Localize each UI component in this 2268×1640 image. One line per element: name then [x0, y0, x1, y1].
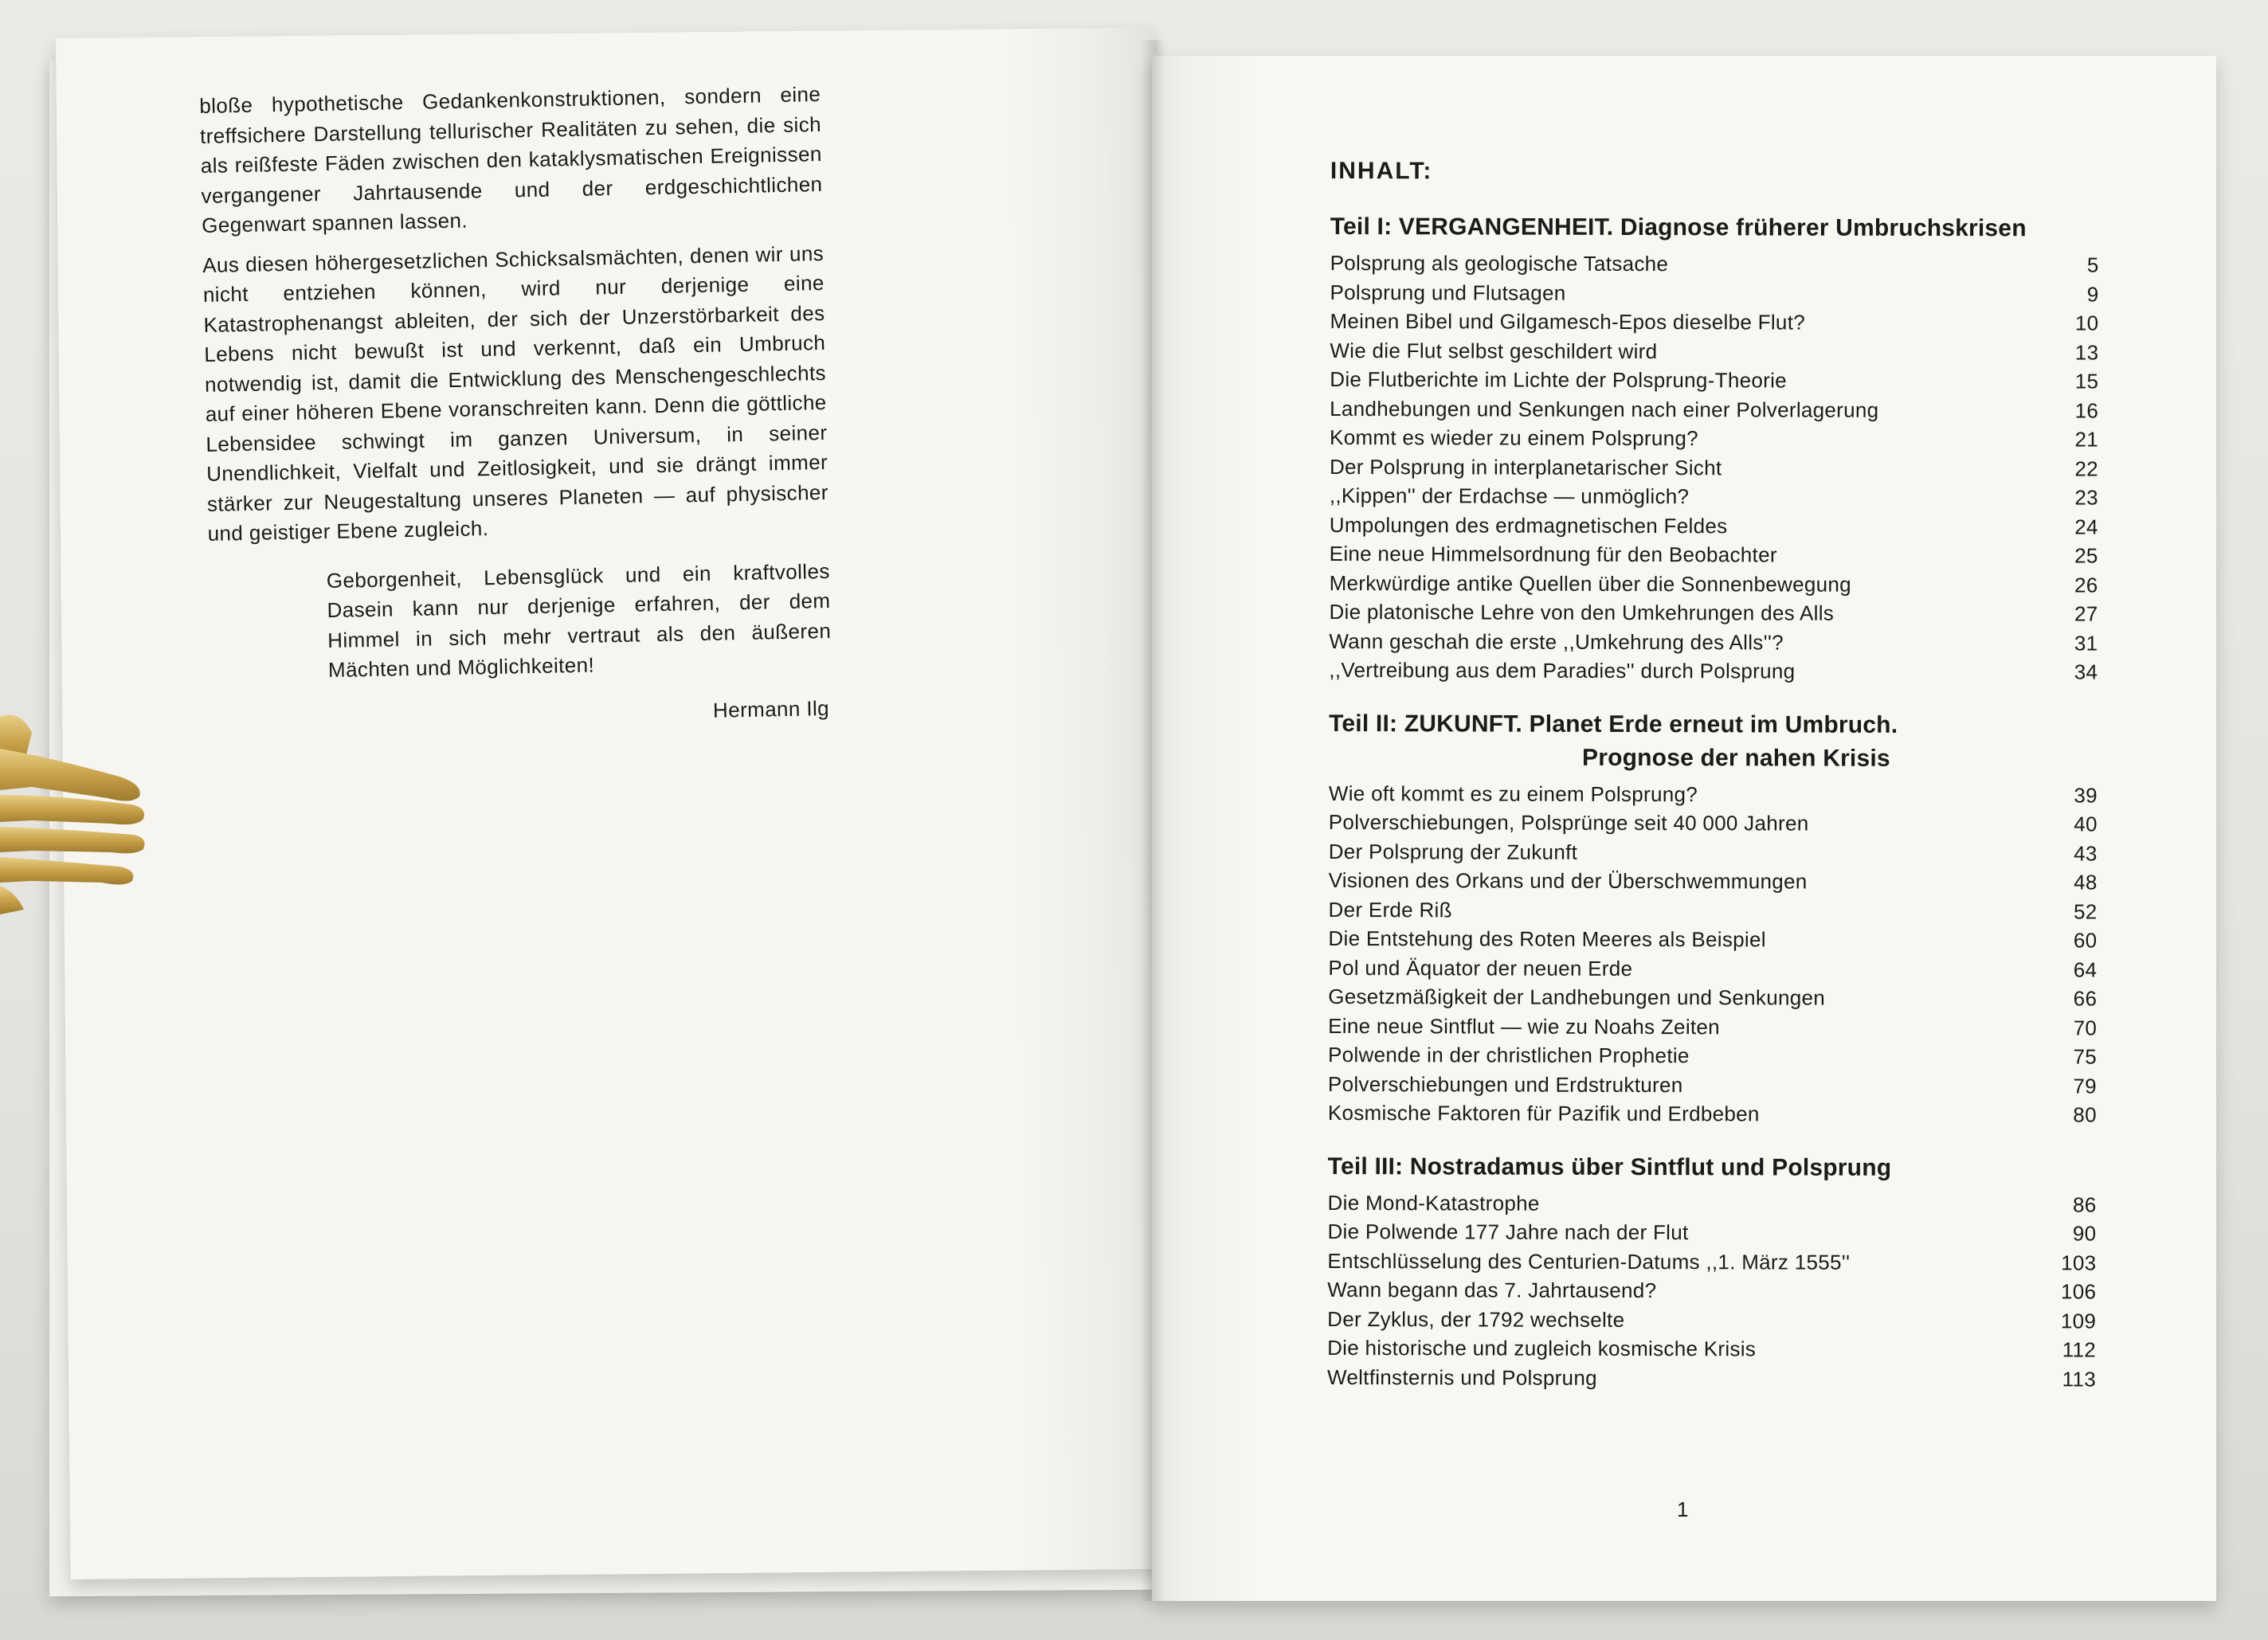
toc-entry-title: Polsprung als geologische Tatsache: [1330, 250, 1669, 276]
toc-entry: [1328, 1011, 2097, 1042]
toc-entry-page: 70: [2073, 1015, 2098, 1040]
toc-entry-title: Die Entstehung des Roten Meeres als Beispiel: [1328, 926, 1766, 952]
toc-entry-page: 26: [2074, 572, 2098, 597]
toc-entry-title: Der Erde Riß: [1328, 897, 1452, 922]
toc-entry: [1328, 1040, 2097, 1071]
toc-entry: [1330, 510, 2098, 541]
toc-entry: [1327, 1333, 2096, 1364]
toc-entry-title: Visionen des Orkans und der Überschwemmungen: [1328, 867, 1808, 894]
toc-entry-list: [1328, 778, 2098, 1129]
toc-entry: [1328, 953, 2097, 984]
left-page-text: [199, 80, 832, 735]
toc-entry-page: 34: [2074, 660, 2098, 684]
toc-entry: [1327, 1304, 2096, 1335]
toc-entry: [1327, 1246, 2096, 1277]
toc-part-title-text: Teil III: Nostradamus über Sintflut und Polsprung: [1327, 1153, 1892, 1181]
closing-quote: Geborgenheit, Lebensglück und ein kraftvolles Dasein kann nur derjenige erfahren, der dem Himmel in sich mehr vertraut als den äußeren Mächten und Möglichkeiten!: [326, 558, 832, 683]
toc-entry-title: Die Mond-Katastrophe: [1327, 1190, 1540, 1215]
toc-entry: [1327, 1362, 2096, 1393]
toc-entry-title: Die platonische Lehre von den Umkehrungen des Alls: [1329, 599, 1835, 625]
paper-clip-icon: [0, 701, 151, 916]
toc-entry-title: Eine neue Himmelsordnung für den Beobachter: [1329, 541, 1777, 567]
left-paragraph-2: Aus diesen höhergesetzlichen Schicksalsmächten, denen wir uns nicht entziehen können, wird nur derjenige eine Katastrophenangst ableiten, der sich der Unzerstörbarkeit des Lebens nicht bewußt ist und verkennt, daß ein Umbruch notwendig ist, damit die Entwicklung des Menschengeschlechts auf einer höheren Ebene voranschreiten kann. Denn die göttliche Lebensidee schwingt im ganzen Universum, in seiner Unendlichkeit, Vielfalt und Zeitlosigkeit, und sie drängt immer stärker zur Neugestaltung unseres Planeten — auf physischer und geistiger Ebene zugleich.: [202, 241, 829, 546]
toc-entry: [1330, 365, 2098, 396]
toc-entry-page: 48: [2074, 870, 2098, 894]
toc-entry-title: Kommt es wieder zu einem Polsprung?: [1330, 425, 1698, 451]
page-number: 1: [1677, 1497, 1689, 1521]
book-gutter: [1141, 40, 1165, 1601]
toc-entry-title: Polsprung und Flutsagen: [1330, 280, 1566, 305]
toc-entry: [1330, 423, 2098, 454]
toc-entry: [1330, 335, 2098, 366]
toc-entry-page: 22: [2074, 456, 2099, 481]
toc-heading: INHALT:: [1330, 158, 1433, 185]
toc-entry-title: Kosmische Faktoren für Pazifik und Erdbeben: [1327, 1100, 1760, 1126]
toc-entry-page: 31: [2074, 630, 2098, 656]
toc-entry: [1329, 866, 2098, 897]
toc-part-subtitle: Prognose der nahen Krisis: [1581, 744, 1890, 772]
toc-entry: [1328, 924, 2097, 955]
toc-entry: [1329, 836, 2098, 867]
toc-entry: [1328, 894, 2097, 926]
toc-entry-page: 86: [2072, 1192, 2097, 1217]
toc-entry-title: Der Zyklus, der 1792 wechselte: [1327, 1306, 1625, 1332]
toc-entry-title: Gesetzmäßigkeit der Landhebungen und Senkungen: [1328, 984, 1826, 1010]
toc-part-title-text: Teil I: VERGANGENHEIT. Diagnose früherer Umbruchskrisen: [1330, 213, 2027, 242]
toc-entry: [1330, 307, 2098, 338]
toc-entry-page: 80: [2073, 1102, 2097, 1127]
toc-entry-page: 39: [2074, 782, 2098, 808]
toc-entry-list: [1327, 1188, 2097, 1393]
toc-entry-page: 15: [2074, 369, 2099, 393]
toc-entry-page: 43: [2074, 840, 2098, 866]
toc-entry: [1329, 808, 2098, 839]
toc-entry-page: 64: [2073, 957, 2098, 982]
toc-entry: [1330, 393, 2098, 425]
toc-entry-title: Merkwürdige antike Quellen über die Sonnenbewegung: [1329, 570, 1851, 597]
toc-entry-title: Polverschiebungen, Polsprünge seit 40 000 Jahren: [1328, 809, 1809, 836]
toc-entry-page: 40: [2074, 812, 2098, 836]
toc-entry-page: 5: [2086, 252, 2099, 277]
toc-entry: [1330, 481, 2098, 512]
toc-part-title: [1330, 210, 2099, 246]
toc-entry-page: 10: [2074, 311, 2099, 335]
toc-entry: [1328, 1069, 2097, 1100]
toc-entry-page: 90: [2072, 1221, 2097, 1246]
toc-entry-page: 23: [2074, 485, 2098, 510]
toc-parts: [1327, 210, 2099, 1394]
toc-entry-page: 21: [2074, 427, 2099, 452]
toc-entry-page: 24: [2074, 514, 2098, 539]
toc-entry-page: 25: [2074, 543, 2098, 568]
toc-entry-title: Weltfinsternis und Polsprung: [1326, 1364, 1597, 1390]
toc-entry-title: Polverschiebungen und Erdstrukturen: [1327, 1071, 1683, 1097]
toc-entry: [1327, 1217, 2096, 1248]
toc-entry-page: 79: [2073, 1073, 2097, 1098]
toc-entry: [1330, 452, 2098, 483]
toc-entry-page: 103: [2061, 1250, 2097, 1275]
left-paragraph-1: bloße hypothetische Gedankenkonstruktionen, sondern eine treffsichere Darstellung tellurischer Realitäten zu sehen, die sich als reißfeste Fäden zwischen den kataklysmatischen Ereignissen vergangener Jahrtausende und der erdgeschichtlichen Gegenwart spannen lassen.: [199, 82, 823, 237]
toc-entry-title: Pol und Äquator der neuen Erde: [1328, 955, 1633, 980]
toc-entry-title: Die Polwende 177 Jahre nach der Flut: [1327, 1219, 1689, 1245]
toc-entry: [1329, 778, 2098, 809]
toc-entry-title: Umpolungen des erdmagnetischen Feldes: [1329, 512, 1728, 538]
toc-entry-list: [1329, 249, 2098, 687]
toc-entry-title: Meinen Bibel und Gilgamesch-Epos dieselbe Flut?: [1330, 308, 1806, 335]
toc-part-title: [1328, 1149, 2097, 1185]
toc-entry-title: Der Polsprung in interplanetarischer Sicht: [1329, 454, 1722, 479]
toc-entry-title: Die historische und zugleich kosmische Krisis: [1327, 1335, 1757, 1361]
toc-entry: [1329, 597, 2098, 628]
toc-entry-title: Die Flutberichte im Lichte der Polsprung-Theorie: [1330, 366, 1787, 393]
toc-entry: [1329, 656, 2098, 687]
toc-entry-page: 75: [2073, 1044, 2098, 1069]
toc-entry-title: Entschlüsselung des Centurien-Datums ,,1. März 1555'': [1327, 1248, 1851, 1274]
toc-entry: [1330, 249, 2099, 280]
toc-entry-title: ,,Vertreibung aus dem Paradies'' durch Polsprung: [1329, 657, 1796, 683]
toc-entry-page: 52: [2073, 898, 2098, 924]
toc-entry-page: 13: [2074, 339, 2099, 365]
toc-entry: [1329, 626, 2098, 657]
toc-entry-title: Eine neue Sintflut — wie zu Noahs Zeiten: [1328, 1013, 1721, 1039]
toc-entry-page: 106: [2060, 1279, 2097, 1304]
toc-entry-title: Wie oft kommt es zu einem Polsprung?: [1328, 781, 1698, 806]
toc-entry-title: ,,Kippen'' der Erdachse — unmöglich?: [1329, 483, 1690, 509]
toc-entry-page: 16: [2074, 397, 2099, 423]
toc-entry: [1330, 539, 2098, 570]
toc-entry: [1328, 982, 2097, 1013]
author-signature: Hermann Ilg: [712, 695, 830, 722]
toc-entry: [1328, 1188, 2097, 1219]
toc-entry-title: Wann geschah die erste ,,Umkehrung des Alls''?: [1329, 628, 1784, 654]
toc-entry-page: 109: [2060, 1308, 2097, 1333]
table-of-contents: [1327, 158, 2099, 1416]
toc-entry-title: Polwende in der christlichen Prophetie: [1328, 1042, 1690, 1068]
toc-entry-page: 113: [2062, 1366, 2097, 1391]
toc-entry-page: 112: [2062, 1337, 2097, 1362]
toc-part-title-text: Teil II: ZUKUNFT. Planet Erde erneut im Umbruch.: [1329, 710, 1898, 738]
toc-entry-page: 66: [2073, 986, 2098, 1011]
toc-entry: [1330, 277, 2099, 308]
toc-entry-page: 60: [2073, 928, 2098, 953]
toc-entry-title: Wann begann das 7. Jahrtausend?: [1327, 1277, 1657, 1303]
toc-entry: [1327, 1275, 2096, 1306]
toc-part-title: [1329, 706, 2098, 776]
toc-entry-title: Der Polsprung der Zukunft: [1328, 839, 1578, 864]
toc-entry-page: 9: [2086, 281, 2099, 307]
toc-entry-title: Wie die Flut selbst geschildert wird: [1330, 338, 1658, 363]
toc-entry-page: 27: [2074, 601, 2098, 626]
toc-entry: [1330, 568, 2098, 599]
toc-entry-title: Landhebungen und Senkungen nach einer Polverlagerung: [1330, 396, 1879, 422]
toc-entry: [1328, 1098, 2097, 1129]
